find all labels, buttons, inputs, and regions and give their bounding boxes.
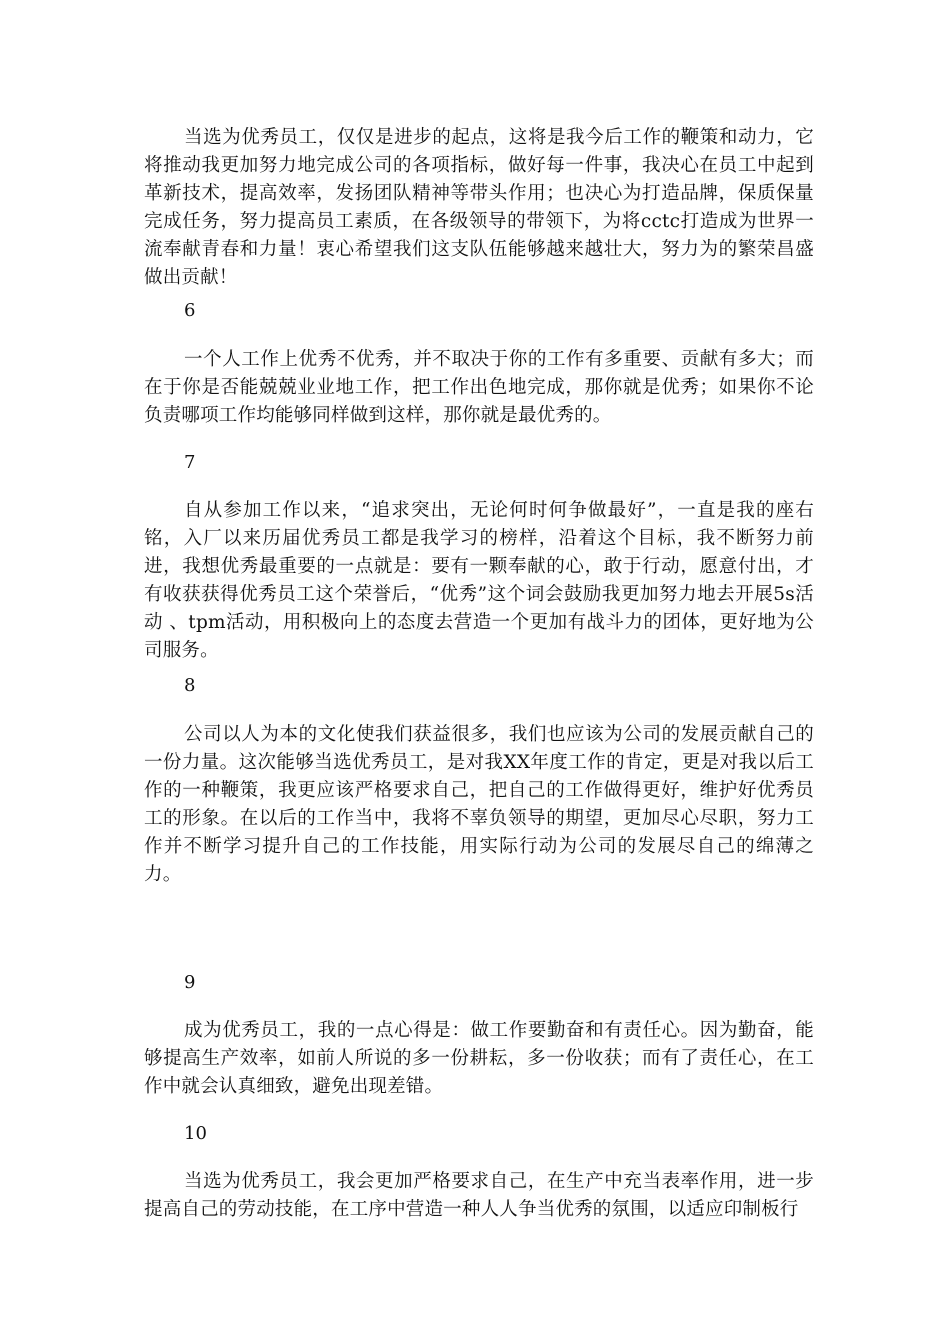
paragraph-6: 一个人工作上优秀不优秀，并不取决于你的工作有多重要、贡献有多大；而在于你是否能兢兢业业地工作，把工作出色地完成，那你就是优秀；如果你不论负责哪项工作均能够同样做到这样，那你就是最优秀的。: [144, 349, 814, 426]
paragraph-10: 当选为优秀员工，我会更加严格要求自己，在生产中充当表率作用，进一步提高自己的劳动技能，在工序中营造一种人人争当优秀的氛围，以适应印制板行: [144, 1171, 814, 1220]
paragraph-9: 成为优秀员工，我的一点心得是：做工作要勤奋和有责任心。因为勤奋，能够提高生产效率，如前人所说的多一份耕耘，多一份收获；而有了责任心，在工作中就会认真细致，避免出现差错。: [144, 1020, 814, 1097]
paragraph-7: 自从参加工作以来，“追求突出，无论何时何争做最好”，一直是我的座右铭，入厂以来历届优秀员工都是我学习的榜样，沿着这个目标，我不断努力前进，我想优秀最重要的一点就是：要有一颗奉献的心，敢于行动，愿意付出，才有收获获得优秀员工这个荣誉后，“优秀”这个词会鼓励我更加努力地去开展5s活动 、tpm活动，用积极向上的态度去营造一个更加有战斗力的团体，更好地为公司服务。: [144, 500, 814, 661]
section-number-6: 6: [184, 300, 196, 321]
paragraph-8: 公司以人为本的文化使我们获益很多，我们也应该为公司的发展贡献自己的一份力量。这次能够当选优秀员工，是对我XX年度工作的肯定，更是对我以后工作的一种鞭策，我更应该严格要求自己，把自己的工作做得更好，维护好优秀员工的形象。在以后的工作当中，我将不辜负领导的期望，更加尽心尽职，努力工作并不断学习提升自己的工作技能，用实际行动为公司的发展尽自己的绵薄之力。: [144, 724, 814, 885]
section-number-9: 9: [184, 972, 196, 993]
section-number-10: 10: [184, 1123, 207, 1144]
section-number-8: 8: [184, 675, 196, 696]
section-number-7: 7: [184, 452, 196, 473]
paragraph-1: 当选为优秀员工，仅仅是进步的起点，这将是我今后工作的鞭策和动力，它将推动我更加努力地完成公司的各项指标，做好每一件事，我决心在员工中起到革新技术，提高效率，发扬团队精神等带头作用；也决心为打造品牌，保质保量完成任务，努力提高员工素质，在各级领导的带领下，为将cctc打造成为世界一流奉献青春和力量！衷心希望我们这支队伍能够越来越壮大，努力为的繁荣昌盛做出贡献！: [144, 127, 814, 288]
